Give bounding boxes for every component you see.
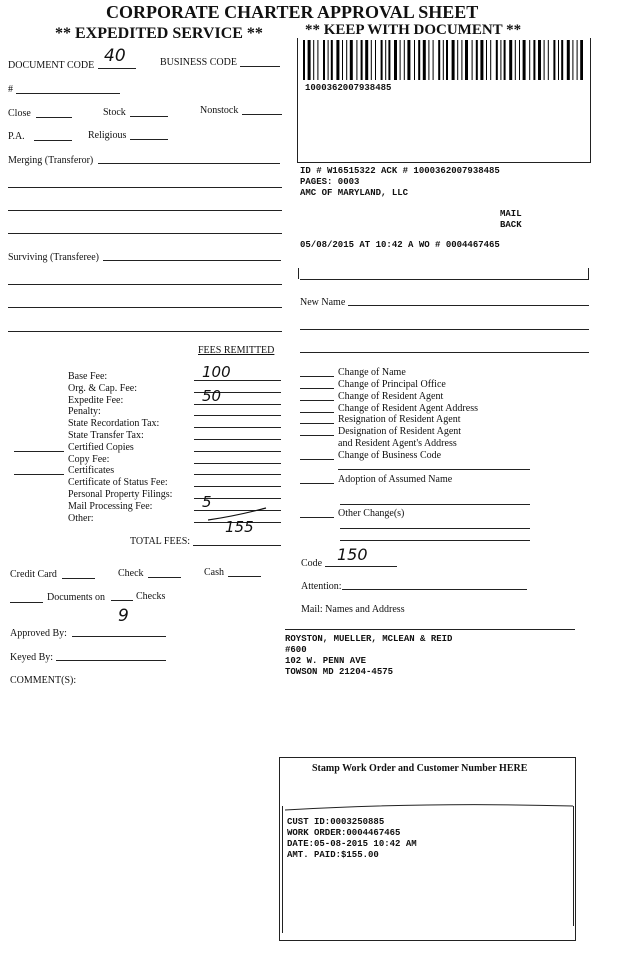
barcode-bar bbox=[572, 40, 573, 80]
fee-value: 50 bbox=[202, 386, 222, 405]
barcode-bar bbox=[533, 40, 535, 80]
address-line-3: 102 W. PENN AVE bbox=[285, 656, 367, 666]
barcode-bar bbox=[317, 40, 318, 80]
barcode-bar bbox=[404, 40, 405, 80]
barcode-bar bbox=[423, 40, 426, 80]
check-label: Check bbox=[118, 568, 144, 579]
stamp-outline bbox=[283, 800, 575, 812]
fee-label: Personal Property Filings: bbox=[68, 489, 173, 500]
barcode-bar bbox=[553, 40, 555, 80]
stamp-date: DATE:05-08-2015 10:42 AM bbox=[287, 839, 417, 849]
barcode bbox=[303, 40, 583, 82]
fee-label: Certified Copies bbox=[68, 441, 134, 453]
barcode-bar bbox=[529, 40, 530, 80]
fee-label: Expedite Fee: bbox=[68, 394, 124, 406]
close-label: Close bbox=[8, 108, 31, 119]
stamp-work-order: WORK ORDER:0004467465 bbox=[287, 828, 401, 838]
keyed-by-label: Keyed By: bbox=[10, 652, 54, 663]
barcode-bar bbox=[346, 40, 347, 80]
handwritten-strokes bbox=[208, 506, 268, 526]
barcode-bar bbox=[443, 40, 444, 80]
address-line-4: TOWSON MD 21204-4575 bbox=[285, 667, 394, 677]
fee-value: 100 bbox=[202, 363, 231, 381]
barcode-bar bbox=[446, 40, 448, 80]
barcode-bar bbox=[472, 40, 473, 80]
barcode-bar bbox=[365, 40, 368, 80]
barcode-bar bbox=[544, 40, 545, 80]
attention-label: Attention: bbox=[301, 581, 342, 592]
barcode-bar bbox=[308, 40, 311, 80]
change-option: and Resident Agent's Address bbox=[338, 438, 457, 449]
barcode-bar bbox=[561, 40, 563, 80]
mail-names-label: Mail: Names and Address bbox=[301, 604, 405, 615]
document-code-label: DOCUMENT CODE bbox=[8, 60, 95, 71]
fee-label: State Recordation Tax: bbox=[68, 418, 160, 430]
barcode-bar bbox=[567, 40, 570, 80]
company-line: AMC OF MARYLAND, LLC bbox=[300, 188, 409, 198]
barcode-bar bbox=[523, 40, 526, 80]
barcode-bar bbox=[356, 40, 357, 80]
credit-card-label: Credit Card bbox=[10, 569, 57, 580]
barcode-bar bbox=[580, 40, 583, 80]
business-code-label: BUSINESS CODE bbox=[160, 57, 237, 68]
change-option: Adoption of Assumed Name bbox=[338, 474, 453, 485]
back-line: BACK bbox=[500, 220, 522, 230]
new-name-label: New Name bbox=[300, 297, 346, 308]
barcode-bar bbox=[385, 40, 386, 80]
change-option: Resignation of Resident Agent bbox=[338, 414, 461, 425]
fee-label: Copy Fee: bbox=[68, 453, 110, 465]
fee-label: Certificate of Status Fee: bbox=[68, 477, 168, 489]
barcode-bar bbox=[388, 40, 390, 80]
barcode-bar bbox=[509, 40, 512, 80]
barcode-bar bbox=[328, 40, 329, 80]
barcode-bar bbox=[303, 40, 305, 80]
code-value: 150 bbox=[337, 545, 368, 564]
pa-label: P.A. bbox=[8, 131, 25, 142]
change-option: Change of Resident Agent bbox=[338, 391, 444, 402]
ack-id-line: ID # W16515322 ACK # 1000362007938485 bbox=[300, 166, 500, 176]
barcode-bar bbox=[428, 40, 429, 80]
barcode-bar bbox=[331, 40, 333, 80]
barcode-bar bbox=[361, 40, 363, 80]
barcode-bar bbox=[313, 40, 314, 80]
barcode-bar bbox=[577, 40, 578, 80]
barcode-bar bbox=[558, 40, 559, 80]
barcode-bar bbox=[465, 40, 468, 80]
merging-label: Merging (Transferor) bbox=[8, 155, 94, 166]
barcode-bar bbox=[457, 40, 458, 80]
stamp-amt-paid: AMT. PAID:$155.00 bbox=[287, 850, 379, 860]
hash-label: # bbox=[8, 84, 13, 95]
stamp-box bbox=[279, 757, 576, 941]
keep-with-document-label: ** KEEP WITH DOCUMENT ** bbox=[305, 22, 522, 38]
fee-label: State Transfer Tax: bbox=[68, 430, 144, 441]
expedited-service-label: ** EXPEDITED SERVICE ** bbox=[55, 25, 263, 42]
documents-on-label: Documents on bbox=[47, 592, 106, 603]
barcode-bar bbox=[433, 40, 434, 80]
barcode-bar bbox=[476, 40, 478, 80]
barcode-bar bbox=[538, 40, 541, 80]
barcode-bar bbox=[400, 40, 401, 80]
address-line-1: ROYSTON, MUELLER, MCLEAN & REID bbox=[285, 634, 453, 644]
total-fees-value: 155 bbox=[225, 518, 254, 536]
fee-label: Org. & Cap. Fee: bbox=[68, 382, 137, 394]
fee-label: Mail Processing Fee: bbox=[68, 500, 153, 512]
barcode-bar bbox=[371, 40, 372, 80]
document-code-value: 40 bbox=[104, 46, 126, 66]
barcode-bar bbox=[519, 40, 520, 80]
change-option: Designation of Resident Agent bbox=[338, 426, 462, 437]
barcode-bar bbox=[500, 40, 501, 80]
barcode-bar bbox=[414, 40, 415, 80]
stamp-box-title: Stamp Work Order and Customer Number HERE bbox=[312, 763, 528, 774]
filing-date-line: 05/08/2015 AT 10:42 A WO # 0004467465 bbox=[300, 240, 500, 250]
fees-remitted-header: FEES REMITTED bbox=[198, 345, 275, 356]
barcode-bar bbox=[548, 40, 549, 80]
barcode-bar bbox=[407, 40, 410, 80]
barcode-bar bbox=[496, 40, 498, 80]
pages-line: PAGES: 0003 bbox=[300, 177, 360, 187]
page-title: CORPORATE CHARTER APPROVAL SHEET bbox=[106, 2, 479, 22]
barcode-bar bbox=[515, 40, 516, 80]
fee-label: Certificates bbox=[68, 465, 115, 477]
surviving-label: Surviving (Transferee) bbox=[8, 252, 100, 263]
barcode-bar bbox=[323, 40, 325, 80]
barcode-bar bbox=[452, 40, 455, 80]
barcode-bar bbox=[486, 40, 487, 80]
religious-label: Religious bbox=[88, 130, 127, 141]
change-option: Change of Business Code bbox=[338, 450, 442, 461]
barcode-bar bbox=[336, 40, 339, 80]
nonstock-label: Nonstock bbox=[200, 105, 239, 116]
barcode-bar bbox=[381, 40, 383, 80]
change-option: Change of Name bbox=[338, 367, 406, 378]
fee-label: Other: bbox=[68, 512, 94, 524]
stamp-cust-id: CUST ID:0003250885 bbox=[287, 817, 385, 827]
barcode-bar bbox=[394, 40, 397, 80]
checks-label: Checks bbox=[136, 591, 166, 602]
barcode-bar bbox=[438, 40, 440, 80]
fee-label: Penalty: bbox=[68, 406, 101, 418]
change-option: Other Change(s) bbox=[338, 508, 405, 519]
comments-label: COMMENT(S): bbox=[10, 675, 77, 686]
change-option: Change of Resident Agent Address bbox=[338, 403, 478, 414]
barcode-bar bbox=[490, 40, 491, 80]
barcode-bar bbox=[375, 40, 376, 80]
cash-label: Cash bbox=[204, 567, 224, 578]
stock-label: Stock bbox=[103, 107, 126, 118]
barcode-bar bbox=[350, 40, 353, 80]
approved-by-label: Approved By: bbox=[10, 628, 67, 639]
change-option: Change of Principal Office bbox=[338, 379, 446, 390]
barcode-bar bbox=[504, 40, 506, 80]
code-label: Code bbox=[301, 558, 323, 569]
address-line-2: #600 bbox=[285, 645, 307, 655]
fee-label: Base Fee: bbox=[68, 371, 108, 382]
total-fees-label: TOTAL FEES: bbox=[130, 536, 191, 547]
barcode-bar bbox=[418, 40, 420, 80]
fee-value: 5 bbox=[202, 492, 212, 511]
barcode-bar bbox=[480, 40, 483, 80]
mail-line: MAIL bbox=[500, 209, 522, 219]
checks-count: 9 bbox=[118, 606, 129, 626]
barcode-bar bbox=[342, 40, 343, 80]
barcode-number: 1000362007938485 bbox=[305, 83, 392, 93]
barcode-bar bbox=[461, 40, 462, 80]
